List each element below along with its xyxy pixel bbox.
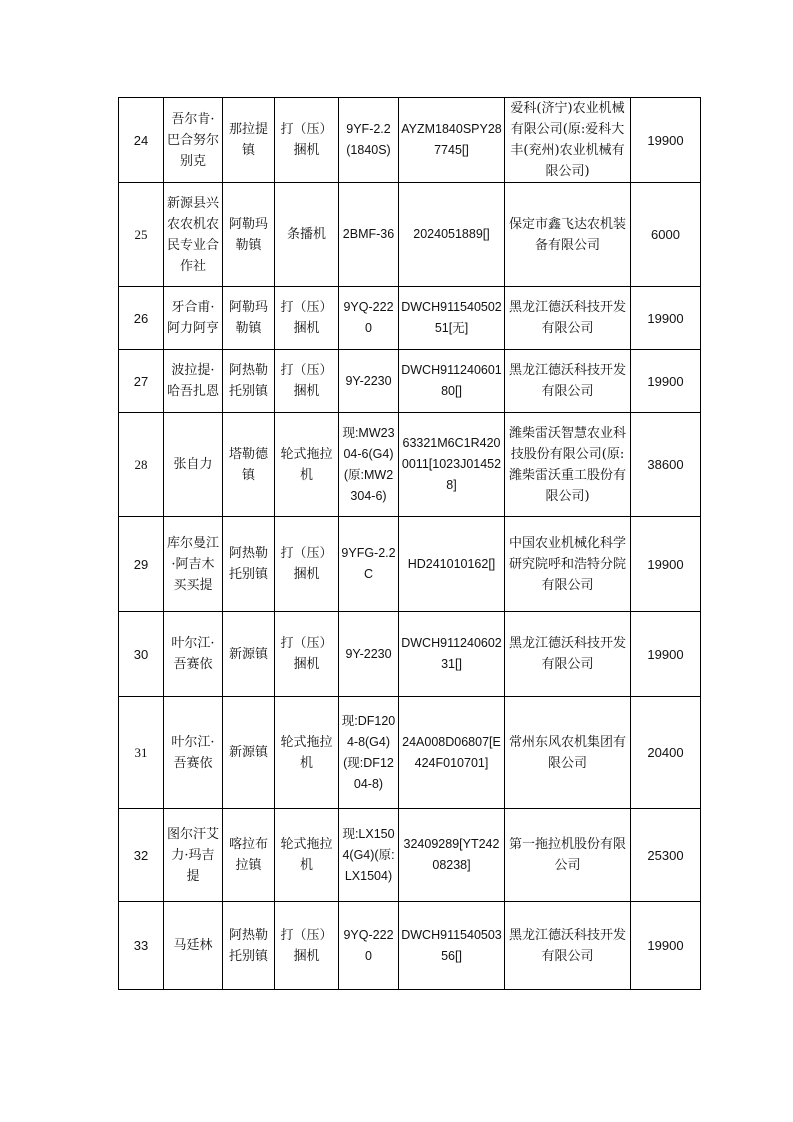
machine-type: 打（压）捆机 — [275, 612, 339, 697]
subsidy-amount: 19900 — [631, 350, 701, 413]
owner-name: 马廷林 — [164, 902, 223, 990]
subsidy-amount: 19900 — [631, 517, 701, 612]
row-number: 33 — [119, 902, 164, 990]
owner-name: 张自力 — [164, 413, 223, 517]
manufacturer: 黑龙江德沃科技开发有限公司 — [505, 612, 631, 697]
owner-name: 牙合甫·阿力阿亨 — [164, 287, 223, 350]
model: 现:LX1504(G4)(原:LX1504) — [339, 809, 399, 902]
owner-name: 新源县兴农农机农民专业合作社 — [164, 183, 223, 287]
table-row — [119, 98, 701, 183]
row-number: 27 — [119, 350, 164, 413]
model: 2BMF-36 — [339, 183, 399, 287]
serial-number: 63321M6C1R4200011[1023J014528] — [399, 413, 505, 517]
subsidy-amount: 19900 — [631, 287, 701, 350]
town: 新源镇 — [223, 612, 275, 697]
machine-type: 轮式拖拉机 — [275, 413, 339, 517]
machine-type: 打（压）捆机 — [275, 517, 339, 612]
serial-number: 32409289[YT24208238] — [399, 809, 505, 902]
serial-number: 24A008D06807[E424F010701] — [399, 697, 505, 809]
owner-name: 吾尔肯·巴合努尔别克 — [164, 98, 223, 183]
table-row — [119, 413, 701, 517]
owner-name: 叶尔江·吾赛依 — [164, 612, 223, 697]
town: 阿热勒托别镇 — [223, 350, 275, 413]
table-row — [119, 287, 701, 350]
owner-name: 图尔汗艾力·玛吉提 — [164, 809, 223, 902]
model: 9YQ-2220 — [339, 287, 399, 350]
subsidy-amount: 20400 — [631, 697, 701, 809]
model: 9YFG-2.2C — [339, 517, 399, 612]
table-row — [119, 809, 701, 902]
owner-name: 库尔曼江·阿吉木买买提 — [164, 517, 223, 612]
manufacturer: 常州东风农机集团有限公司 — [505, 697, 631, 809]
row-number: 28 — [119, 413, 164, 517]
subsidy-amount: 6000 — [631, 183, 701, 287]
row-number: 30 — [119, 612, 164, 697]
subsidy-amount: 19900 — [631, 98, 701, 183]
row-number: 24 — [119, 98, 164, 183]
model: 9YQ-2220 — [339, 902, 399, 990]
owner-name: 波拉提·哈吾扎恩 — [164, 350, 223, 413]
manufacturer: 黑龙江德沃科技开发有限公司 — [505, 902, 631, 990]
table-row — [119, 183, 701, 287]
subsidy-amount: 19900 — [631, 902, 701, 990]
row-number: 29 — [119, 517, 164, 612]
serial-number: DWCH91154050251[无] — [399, 287, 505, 350]
table-row — [119, 902, 701, 990]
town: 那拉提镇 — [223, 98, 275, 183]
serial-number: HD241010162[] — [399, 517, 505, 612]
machine-type: 轮式拖拉机 — [275, 697, 339, 809]
town: 阿勒玛勒镇 — [223, 183, 275, 287]
town: 阿勒玛勒镇 — [223, 287, 275, 350]
machine-type: 打（压）捆机 — [275, 98, 339, 183]
manufacturer: 保定市鑫飞达农机装备有限公司 — [505, 183, 631, 287]
owner-name: 叶尔江·吾赛依 — [164, 697, 223, 809]
model: 现:DF1204-8(G4)(现:DF1204-8) — [339, 697, 399, 809]
row-number: 31 — [119, 697, 164, 809]
town: 喀拉布拉镇 — [223, 809, 275, 902]
machine-type: 打（压）捆机 — [275, 350, 339, 413]
serial-number: DWCH91124060180[] — [399, 350, 505, 413]
model: 9Y-2230 — [339, 612, 399, 697]
serial-number: AYZM1840SPY287745[] — [399, 98, 505, 183]
subsidy-table — [118, 97, 701, 990]
row-number: 25 — [119, 183, 164, 287]
subsidy-amount: 38600 — [631, 413, 701, 517]
serial-number: DWCH91124060231[] — [399, 612, 505, 697]
table-row — [119, 612, 701, 697]
manufacturer: 黑龙江德沃科技开发有限公司 — [505, 287, 631, 350]
table-row — [119, 350, 701, 413]
table-row — [119, 517, 701, 612]
machine-type: 条播机 — [275, 183, 339, 287]
manufacturer: 中国农业机械化科学研究院呼和浩特分院有限公司 — [505, 517, 631, 612]
subsidy-amount: 25300 — [631, 809, 701, 902]
subsidy-amount: 19900 — [631, 612, 701, 697]
serial-number: DWCH91154050356[] — [399, 902, 505, 990]
row-number: 26 — [119, 287, 164, 350]
town: 阿热勒托别镇 — [223, 902, 275, 990]
manufacturer: 黑龙江德沃科技开发有限公司 — [505, 350, 631, 413]
town: 新源镇 — [223, 697, 275, 809]
manufacturer: 潍柴雷沃智慧农业科技股份有限公司(原:潍柴雷沃重工股份有限公司) — [505, 413, 631, 517]
manufacturer: 爱科(济宁)农业机械有限公司(原:爱科大丰(兖州)农业机械有限公司) — [505, 98, 631, 183]
model: 现:MW2304-6(G4)(原:MW2304-6) — [339, 413, 399, 517]
machine-type: 打（压）捆机 — [275, 287, 339, 350]
row-number: 32 — [119, 809, 164, 902]
manufacturer: 第一拖拉机股份有限公司 — [505, 809, 631, 902]
town: 阿热勒托别镇 — [223, 517, 275, 612]
town: 塔勒德镇 — [223, 413, 275, 517]
model: 9YF-2.2(1840S) — [339, 98, 399, 183]
serial-number: 2024051889[] — [399, 183, 505, 287]
machine-type: 轮式拖拉机 — [275, 809, 339, 902]
model: 9Y-2230 — [339, 350, 399, 413]
table-row — [119, 697, 701, 809]
machine-type: 打（压）捆机 — [275, 902, 339, 990]
